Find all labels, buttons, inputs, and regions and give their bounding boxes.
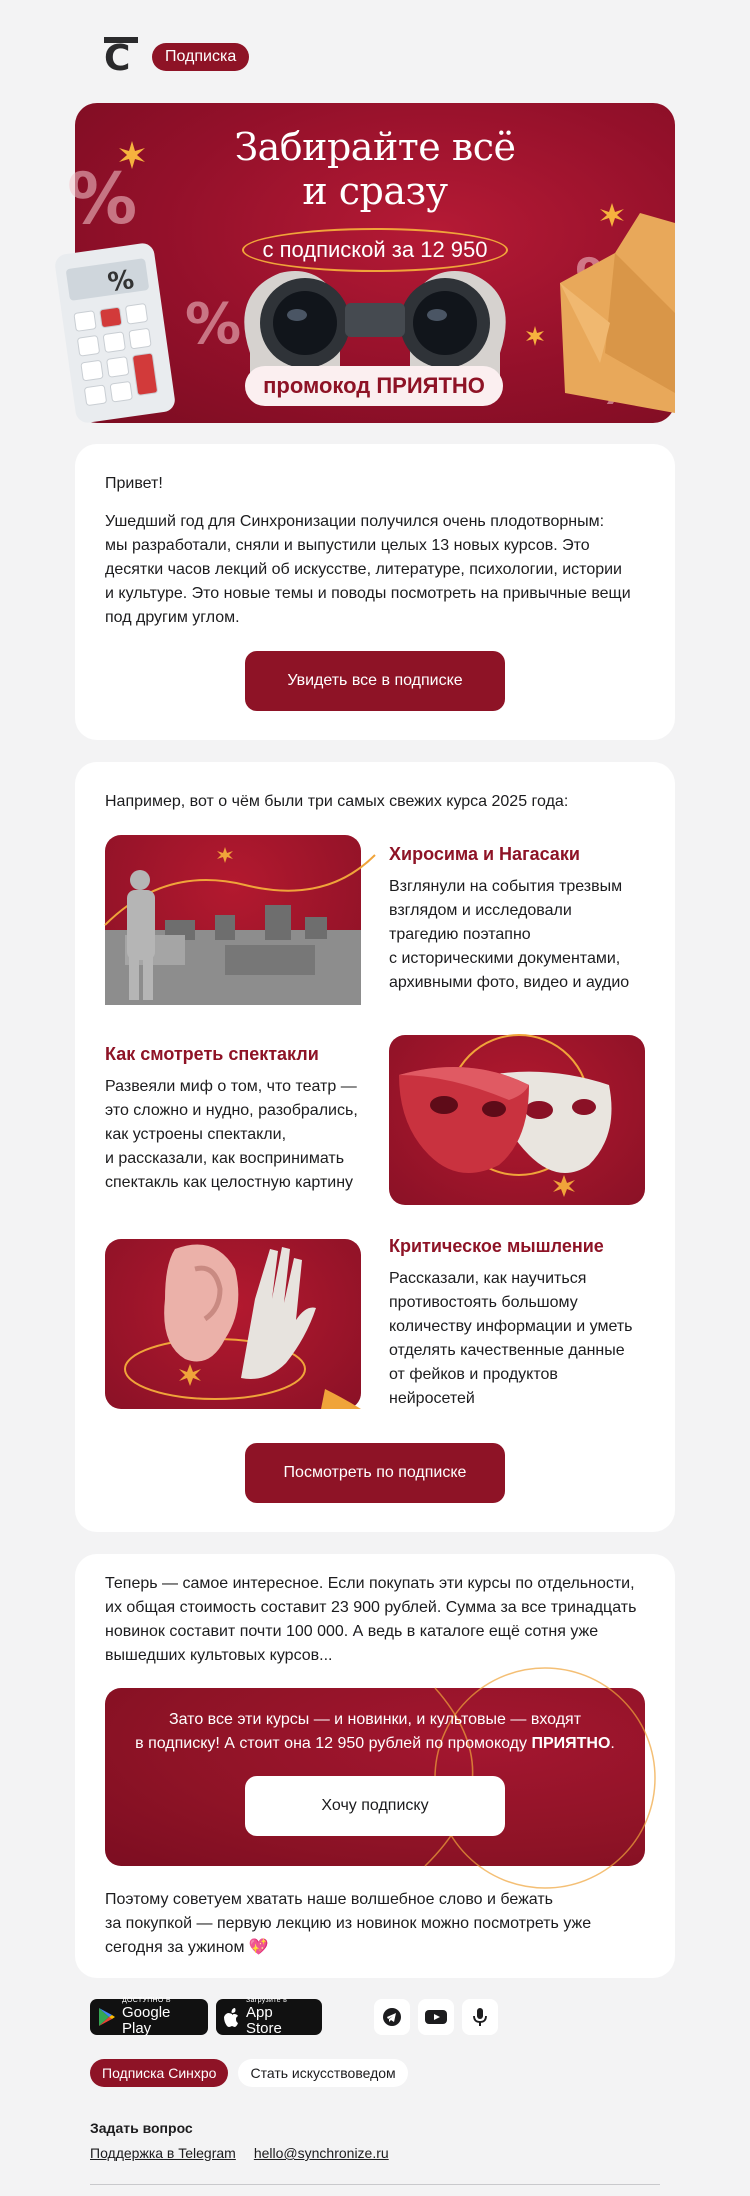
telegram-icon [382,2007,402,2027]
hero-title-line1: Забирайте всё [234,125,516,169]
desc-line: нейросетей [389,1390,475,1407]
microphone-icon [472,2007,488,2027]
pricing-line: Теперь — самое интересное. Если покупать эти курсы по отдельности, [105,1575,635,1592]
subscription-synchro-pill[interactable]: Подписка Синхро [90,2059,228,2087]
youtube-icon [425,2009,447,2025]
paper-crane-graphic [560,213,675,413]
pricing-paragraph [105,1572,645,1668]
google-play-big: Google Play [122,2004,171,2037]
google-play-icon [98,2007,116,2027]
app-store-small: Загрузите в [246,1997,288,2004]
footer-pills [90,2059,408,2087]
subscription-pill[interactable]: Подписка [152,43,249,71]
see-all-in-subscription-button[interactable]: Увидеть все в подписке [245,651,505,711]
apple-icon [224,2008,240,2027]
logo[interactable] [104,37,138,77]
offer-line1: Зато все эти курсы — и новинки, и культовые — входят [168,1711,582,1728]
telegram-support-link[interactable]: Поддержка в Telegram [90,2145,236,2161]
ask-question-title: Задать вопрос [90,2120,193,2136]
intro-line: мы разработали, сняли и выпустили целых 13 новых курсов. Это [105,537,590,554]
course-title-critical-thinking[interactable]: Критическое мышление [389,1236,604,1256]
podcast-link[interactable] [462,1999,498,2035]
closing-paragraph [105,1888,645,1960]
calculator-percent: % [105,265,136,299]
app-store-big: App Store [246,2004,282,2037]
promo-code-pill: промокод ПРИЯТНО [245,366,503,406]
offer-line2: в подписку! А стоит она 12 950 рублей по промокоду ПРИЯТНО. [135,1735,615,1752]
desc-line: отделять качественные данные [389,1342,625,1359]
course-desc-hiroshima [389,875,659,995]
intro-line: и культуре. Это новые темы и поводы посмотреть на привычные вещи [105,585,631,602]
pricing-line: новинок составит почти 100 000. А ведь в каталоге ещё сотня уже [105,1623,599,1640]
course-image-theatre[interactable] [389,1035,645,1205]
hero-title-line2: и сразу [302,169,448,213]
logo-letter: С [104,38,131,79]
course-title-theatre[interactable]: Как смотреть спектакли [105,1044,319,1064]
pricing-card [75,1554,675,1978]
course-image-hiroshima[interactable] [105,835,361,1005]
desc-line: это сложно и нудно, разобрались, [105,1102,358,1119]
pricing-line: вышедших культовых курсов... [105,1647,333,1664]
email-link[interactable]: hello@synchronize.ru [253,2145,389,2161]
intro-line: десятки часов лекций об искусстве, литературе, психологии, истории [105,561,622,578]
desc-line: от фейков и продуктов [389,1366,558,1383]
desc-line: Взглянули на события трезвым [389,878,623,895]
desc-line: и рассказали, как воспринимать [105,1150,345,1167]
hero-banner[interactable] [67,103,675,423]
hero-title [75,125,675,213]
greeting: Привет! [105,475,163,492]
course-desc-critical-thinking [389,1267,659,1411]
social-links [374,1999,498,2035]
course-title-hiroshima[interactable]: Хиросима и Нагасаки [389,844,580,864]
intro-card [75,444,675,740]
desc-line: количеству информации и уметь [389,1318,633,1335]
header [104,34,249,80]
intro-line: под другим углом. [105,609,240,626]
svg-text:%: % [185,292,242,357]
courses-intro: Например, вот о чём были три самых свежих курса 2025 года: [105,793,569,810]
store-badges [90,1999,322,2035]
pricing-line: их общая стоимость составит 23 900 рублей. Сумма за все тринадцать [105,1599,637,1616]
contact-links [90,2145,389,2161]
desc-line: трагедию поэтапно [389,926,531,943]
svg-text:%: % [67,158,138,240]
desc-line: как устроены спектакли, [105,1126,287,1143]
closing-line: Поэтому советуем хватать наше волшебное слово и бежать [105,1891,553,1908]
closing-line: сегодня за ужином 💖 [105,1939,269,1956]
desc-line: спектакль как целостную картину [105,1174,354,1191]
view-by-subscription-button[interactable]: Посмотреть по подписке [245,1443,505,1503]
desc-line: взглядом и исследовали [389,902,572,919]
desc-line: с историческими документами, [389,950,621,967]
intro-paragraph [105,510,645,630]
course-desc-theatre [105,1075,375,1195]
telegram-link[interactable] [374,1999,410,2035]
courses-card [75,762,675,1532]
hero-subtitle: с подпиской за 12 950 [242,228,508,272]
become-art-historian-pill[interactable]: Стать искусствоведом [238,2059,407,2087]
offer-promo-code: ПРИЯТНО [531,1735,611,1752]
calculator-graphic [54,242,177,424]
offer-text [125,1708,625,1756]
desc-line: Развеяли миф о том, что театр — [105,1078,357,1095]
course-image-critical-thinking[interactable] [105,1239,361,1409]
desc-line: противостоять большому [389,1294,578,1311]
offer-box [105,1688,645,1866]
closing-line: за покупкой — первую лекцию из новинок можно посмотреть уже [105,1915,592,1932]
google-play-small: ДОСТУПНО В [122,1997,171,2004]
google-play-badge[interactable] [90,1999,208,2035]
desc-line: Рассказали, как научиться [389,1270,587,1287]
youtube-link[interactable] [418,1999,454,2035]
intro-line: Ушедший год для Синхронизации получился очень плодотворным: [105,513,605,530]
footer-divider [90,2184,660,2185]
want-subscription-button[interactable]: Хочу подписку [245,1776,505,1836]
app-store-badge[interactable] [216,1999,322,2035]
desc-line: архивными фото, видео и аудио [389,974,630,991]
